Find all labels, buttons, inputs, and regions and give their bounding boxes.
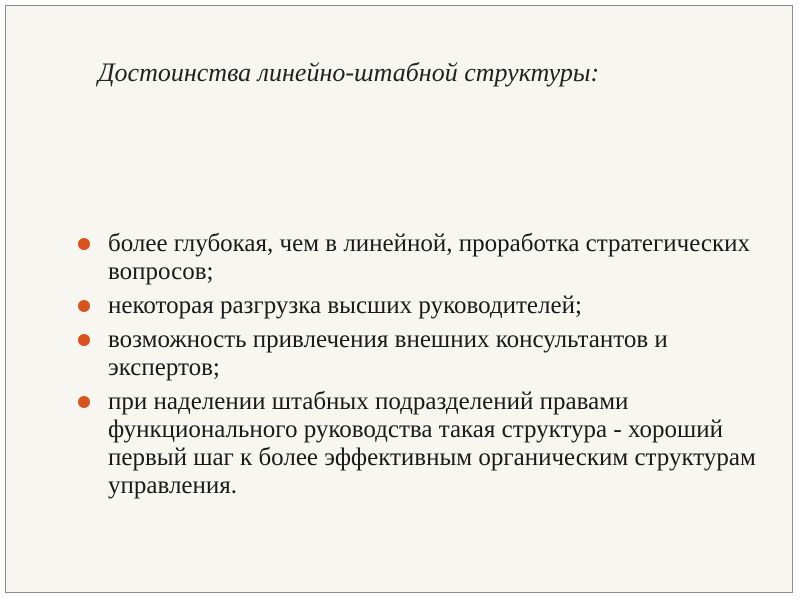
bullet-text: некоторая разгрузка высших руководителей; [108,292,582,319]
bullet-text: возможность привлечения внешних консультантов и экспертов; [108,326,668,381]
bullet-dot-icon [78,238,90,250]
slide-title: Достоинства линейно-штабной структуры: [98,58,600,87]
bullet-dot-icon [78,334,90,346]
list-item [78,388,758,500]
bullet-text: более глубокая, чем в линейной, проработка стратегических вопросов; [108,230,751,285]
bullet-list [78,230,758,506]
list-item [78,292,758,320]
bullet-dot-icon [78,300,90,312]
list-item [78,326,758,382]
list-item [78,230,758,286]
slide [5,5,793,593]
bullet-dot-icon [78,396,90,408]
bullet-text: при наделении штабных подразделений правами функционального руководства такая структура - хороший первый шаг к более эффективным органическим структурам управления. [108,388,756,499]
